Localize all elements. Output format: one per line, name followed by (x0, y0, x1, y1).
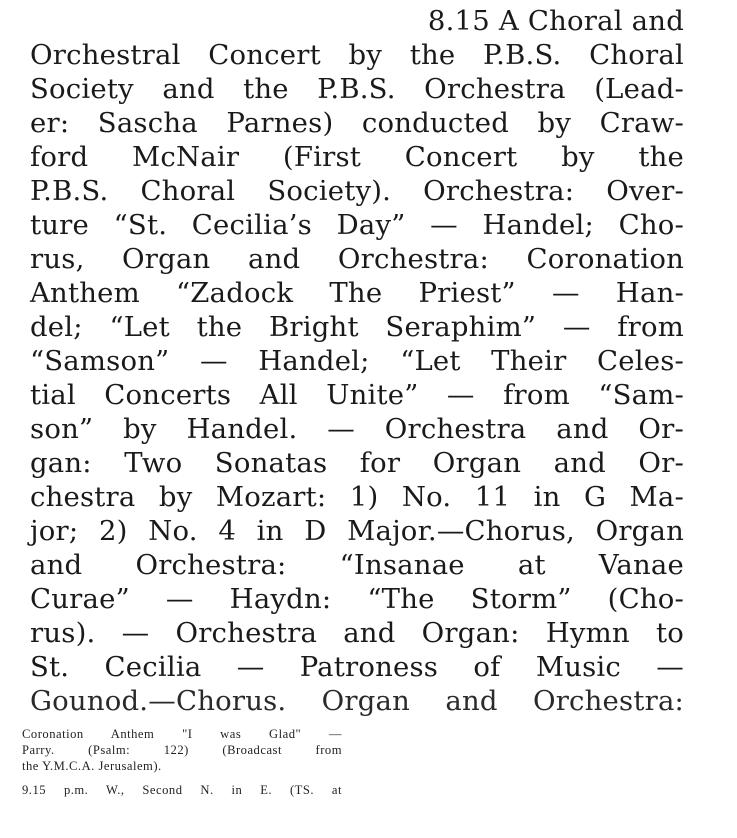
article-line: tial Concerts All Unite” — from “Sam- (30, 379, 684, 411)
article-line: Curae” — Haydn: “The Storm” (Cho- (30, 583, 684, 615)
article-line: Gounod.—Chorus. Organ and Orchestra: (30, 685, 684, 717)
article-line: jor; 2) No. 4 in D Major.—Chorus, Organ (30, 515, 684, 547)
article-line: Society and the P.B.S. Orchestra (Lead- (30, 73, 684, 105)
article-line: del; “Let the Bright Seraphim” — from (30, 311, 684, 343)
article-line: ture “St. Cecilia’s Day” — Handel; Cho- (30, 209, 684, 241)
article-line: son” by Handel. — Orchestra and Or- (30, 413, 684, 445)
article-line: rus, Organ and Orchestra: Coronation (30, 243, 684, 275)
continuation-line: Parry. (Psalm: 122) (Broadcast from (22, 743, 342, 757)
article-line: St. Cecilia — Patroness of Music — (30, 651, 684, 683)
article-line: gan: Two Sonatas for Organ and Or- (30, 447, 684, 479)
newspaper-clipping (22, 0, 712, 838)
article-line: ford McNair (First Concert by the (30, 141, 684, 173)
article-line: and Orchestra: “Insanae at Vanae (30, 549, 684, 581)
article-line: rus). — Orchestra and Organ: Hymn to (30, 617, 684, 649)
article-line: er: Sascha Parnes) conducted by Craw- (30, 107, 684, 139)
article-line: chestra by Mozart: 1) No. 11 in G Ma- (30, 481, 684, 513)
continuation-line: Coronation Anthem "I was Glad" — (22, 727, 342, 741)
article-line: P.B.S. Choral Society). Orchestra: Over- (30, 175, 684, 207)
article-line: Orchestral Concert by the P.B.S. Choral (30, 39, 684, 71)
continuation-line: 9.15 p.m. W., Second N. in E. (TS. at (22, 783, 342, 797)
continuation-line: the Y.M.C.A. Jerusalem). (22, 759, 162, 773)
article-line: “Samson” — Handel; “Let Their Celes- (30, 345, 684, 377)
article-line: 8.15 A Choral and (427, 5, 684, 37)
article-line: Anthem “Zadock The Priest” — Han- (30, 277, 684, 309)
